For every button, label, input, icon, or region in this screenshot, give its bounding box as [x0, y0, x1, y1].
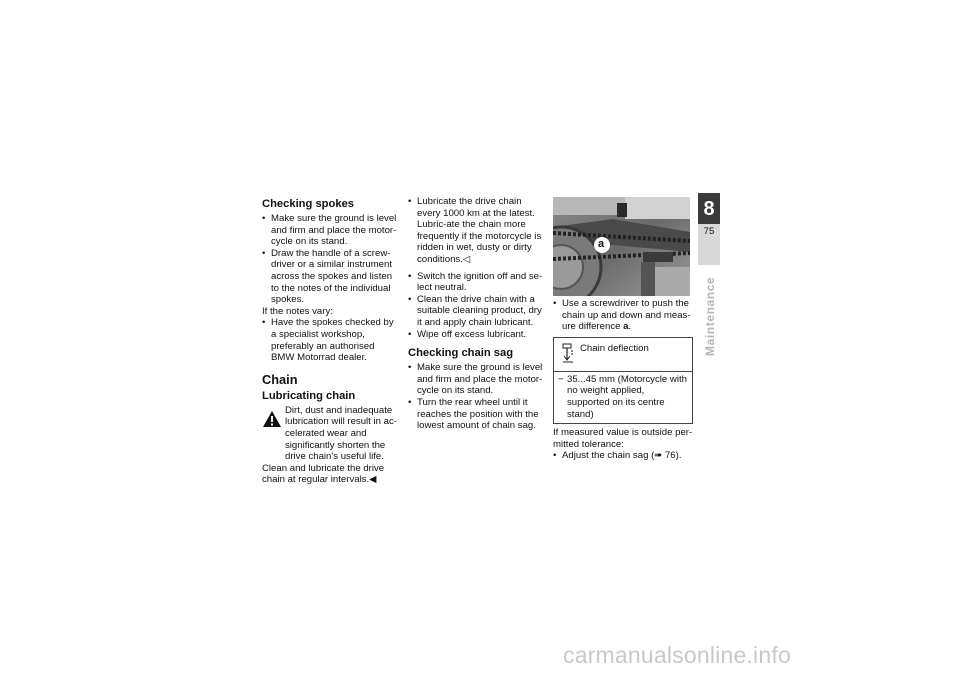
spec-value: − 35...45 mm (Motorcycle with no weight applied, supported on its centre stand): [558, 374, 688, 420]
lubricating-chain-heading: Lubricating chain: [262, 389, 356, 402]
spokes-followup: [262, 317, 400, 363]
measure-label-a: a: [623, 321, 629, 333]
list-item: • Make sure the ground is level and firm and place the motor-cycle on its stand.: [262, 213, 400, 248]
warning-triangle-icon: [262, 410, 282, 428]
notes-vary-text: If the notes vary:: [262, 305, 333, 317]
chain-heading: Chain: [262, 371, 298, 387]
cleaning-steps: [408, 271, 546, 341]
spec-title: Chain deflection: [580, 342, 649, 354]
spokes-steps: [262, 213, 400, 306]
list-item: • Make sure the ground is level and firm and place the motor-cycle on its stand.: [408, 362, 546, 397]
checking-spokes-heading: Checking spokes: [262, 198, 355, 210]
spec-header: [554, 338, 692, 372]
left-column: [262, 198, 400, 486]
photo-label-a: a: [598, 238, 605, 250]
list-item: • Lubricate the drive chain every 1000 km at the latest. Lubric-ate the chain more frequently if the motorcycle is ridden in wet, dusty or dirty conditions.◁: [408, 196, 546, 266]
list-item: • Clean the drive chain with a suitable cleaning product, dry it and apply chain lubricant.: [408, 294, 546, 329]
list-item: • Switch the ignition off and se-lect neutral.: [408, 271, 546, 294]
watermark: carmanualsonline.info: [563, 642, 791, 668]
warning-block: [262, 405, 400, 463]
adjust-steps: [553, 450, 693, 462]
measure-text-end: .: [628, 321, 632, 333]
sag-steps: [408, 362, 546, 432]
measure-text: Use a screwdriver to push the chain up and down and meas-ure difference: [562, 298, 691, 333]
lubricate-interval-text: Clean and lubricate the drive chain at regular intervals.◀: [262, 462, 385, 486]
list-item: [553, 298, 693, 333]
list-item: • Wipe off excess lubricant.: [408, 329, 546, 341]
chapter-number: 8: [698, 193, 720, 224]
chain-illustration: [553, 197, 690, 296]
list-item: • Have the spokes checked by a specialist workshop, preferably an authorised BMW Motorrad dealer.: [262, 317, 400, 363]
section-side-label: Maintenance: [703, 276, 717, 356]
chapter-tab: [698, 193, 720, 265]
spec-box: [553, 337, 693, 424]
tolerance-text: If measured value is outside per-mitted tolerance:: [553, 427, 693, 450]
tool-gauge-icon: [562, 343, 574, 363]
list-item: • Adjust the chain sag (➠ 76).: [553, 450, 693, 462]
chain-photo: [553, 197, 690, 296]
page-number: 75: [703, 226, 715, 237]
list-item: • Draw the handle of a screw-driver or a similar instrument across the spokes and listen to the notes of the individual spokes.: [262, 248, 400, 306]
spec-body: [554, 372, 692, 423]
lubricate-steps: [408, 196, 546, 266]
warning-text: Dirt, dust and inadequate lubrication will result in ac-celerated wear and significantly shorten the drive chain's useful life.: [285, 404, 397, 463]
list-item: • Turn the rear wheel until it reaches the position with the lowest amount of chain sag.: [408, 397, 546, 432]
right-column: [553, 298, 693, 462]
measure-steps: [553, 298, 693, 333]
middle-column: [408, 196, 546, 432]
checking-chain-sag-heading: Checking chain sag: [408, 347, 514, 360]
